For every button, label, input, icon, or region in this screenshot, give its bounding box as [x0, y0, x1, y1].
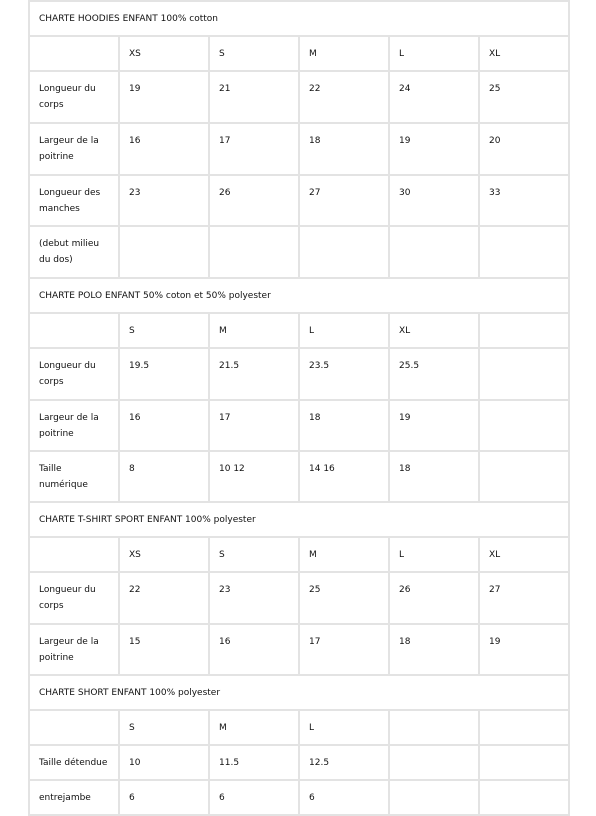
header-cell: XS [119, 36, 209, 71]
header-cell: M [209, 710, 299, 745]
header-cell: L [299, 710, 389, 745]
table-row [29, 175, 569, 226]
header-cell [29, 710, 119, 745]
table-cell [479, 400, 569, 451]
section-title-short: CHARTE SHORT ENFANT 100% polyester [29, 675, 569, 710]
header-cell: S [119, 313, 209, 348]
header-cell: M [299, 537, 389, 572]
row-label: Taille numérique [29, 451, 119, 502]
table-cell [389, 745, 479, 780]
row-label: entrejambe [29, 780, 119, 815]
row-label: Longueur du corps [29, 71, 119, 123]
size-header-row [29, 36, 569, 71]
table-cell: 19.5 [119, 348, 209, 400]
table-row [29, 123, 569, 175]
table-cell: 22 [299, 71, 389, 123]
section-title-row [29, 1, 569, 36]
table-cell [389, 226, 479, 278]
table-cell: 23 [209, 572, 299, 624]
table-cell: 21.5 [209, 348, 299, 400]
header-cell: L [389, 537, 479, 572]
header-cell: XL [389, 313, 479, 348]
header-cell: S [119, 710, 209, 745]
table-cell [479, 745, 569, 780]
table-cell: 22 [119, 572, 209, 624]
table-cell: 10 [119, 745, 209, 780]
header-cell: L [389, 36, 479, 71]
table-cell [479, 451, 569, 502]
section-title-row [29, 278, 569, 313]
header-cell: XL [479, 537, 569, 572]
table-row [29, 780, 569, 815]
table-row [29, 348, 569, 400]
row-label: Largeur de la poitrine [29, 123, 119, 175]
table-cell: 19 [389, 123, 479, 175]
table-cell: 6 [209, 780, 299, 815]
table-cell: 27 [299, 175, 389, 226]
table-cell: 8 [119, 451, 209, 502]
table-cell [209, 226, 299, 278]
table-cell [389, 780, 479, 815]
table-cell [299, 226, 389, 278]
table-cell: 20 [479, 123, 569, 175]
table-row [29, 745, 569, 780]
table-cell: 27 [479, 572, 569, 624]
row-label: Largeur de la poitrine [29, 624, 119, 675]
table-row [29, 226, 569, 278]
table-cell: 18 [389, 624, 479, 675]
section-title-row [29, 502, 569, 537]
header-cell [29, 537, 119, 572]
table-cell [479, 348, 569, 400]
table-cell: 25 [479, 71, 569, 123]
row-label: Longueur des manches [29, 175, 119, 226]
header-cell: M [209, 313, 299, 348]
header-cell [389, 710, 479, 745]
table-row [29, 572, 569, 624]
row-label: (debut milieu du dos) [29, 226, 119, 278]
table-cell: 23 [119, 175, 209, 226]
header-cell: S [209, 36, 299, 71]
section-title-polo: CHARTE POLO ENFANT 50% coton et 50% polyester [29, 278, 569, 313]
table-cell [479, 780, 569, 815]
section-title-row [29, 675, 569, 710]
table-cell: 15 [119, 624, 209, 675]
header-cell: L [299, 313, 389, 348]
table-cell: 26 [389, 572, 479, 624]
table-cell: 21 [209, 71, 299, 123]
header-cell: M [299, 36, 389, 71]
table-cell: 25 [299, 572, 389, 624]
table-cell: 33 [479, 175, 569, 226]
table-cell [119, 226, 209, 278]
table-cell: 19 [479, 624, 569, 675]
section-title-hoodies: CHARTE HOODIES ENFANT 100% cotton [29, 1, 569, 36]
header-cell [479, 313, 569, 348]
row-label: Largeur de la poitrine [29, 400, 119, 451]
table-cell: 17 [299, 624, 389, 675]
table-cell: 14 16 [299, 451, 389, 502]
section-title-tshirt: CHARTE T-SHIRT SPORT ENFANT 100% polyester [29, 502, 569, 537]
table-cell: 18 [299, 400, 389, 451]
row-label: Longueur du corps [29, 572, 119, 624]
table-cell: 24 [389, 71, 479, 123]
table-cell: 17 [209, 123, 299, 175]
table-cell: 12.5 [299, 745, 389, 780]
header-cell: S [209, 537, 299, 572]
table-cell: 16 [119, 400, 209, 451]
table-cell: 11.5 [209, 745, 299, 780]
table-cell: 10 12 [209, 451, 299, 502]
table-cell: 6 [299, 780, 389, 815]
table-cell: 26 [209, 175, 299, 226]
table-row [29, 400, 569, 451]
header-cell [479, 710, 569, 745]
table-cell: 25.5 [389, 348, 479, 400]
table-cell: 17 [209, 400, 299, 451]
row-label: Taille détendue [29, 745, 119, 780]
table-cell: 19 [389, 400, 479, 451]
header-cell: XS [119, 537, 209, 572]
size-chart-table [28, 0, 570, 816]
table-cell: 19 [119, 71, 209, 123]
table-cell: 18 [389, 451, 479, 502]
table-row [29, 624, 569, 675]
table-cell: 18 [299, 123, 389, 175]
size-header-row [29, 537, 569, 572]
table-cell [479, 226, 569, 278]
table-row [29, 451, 569, 502]
header-cell [29, 36, 119, 71]
table-cell: 16 [119, 123, 209, 175]
table-cell: 30 [389, 175, 479, 226]
size-header-row [29, 710, 569, 745]
header-cell [29, 313, 119, 348]
header-cell: XL [479, 36, 569, 71]
table-cell: 16 [209, 624, 299, 675]
table-row [29, 71, 569, 123]
size-header-row [29, 313, 569, 348]
row-label: Longueur du corps [29, 348, 119, 400]
table-cell: 6 [119, 780, 209, 815]
table-cell: 23.5 [299, 348, 389, 400]
